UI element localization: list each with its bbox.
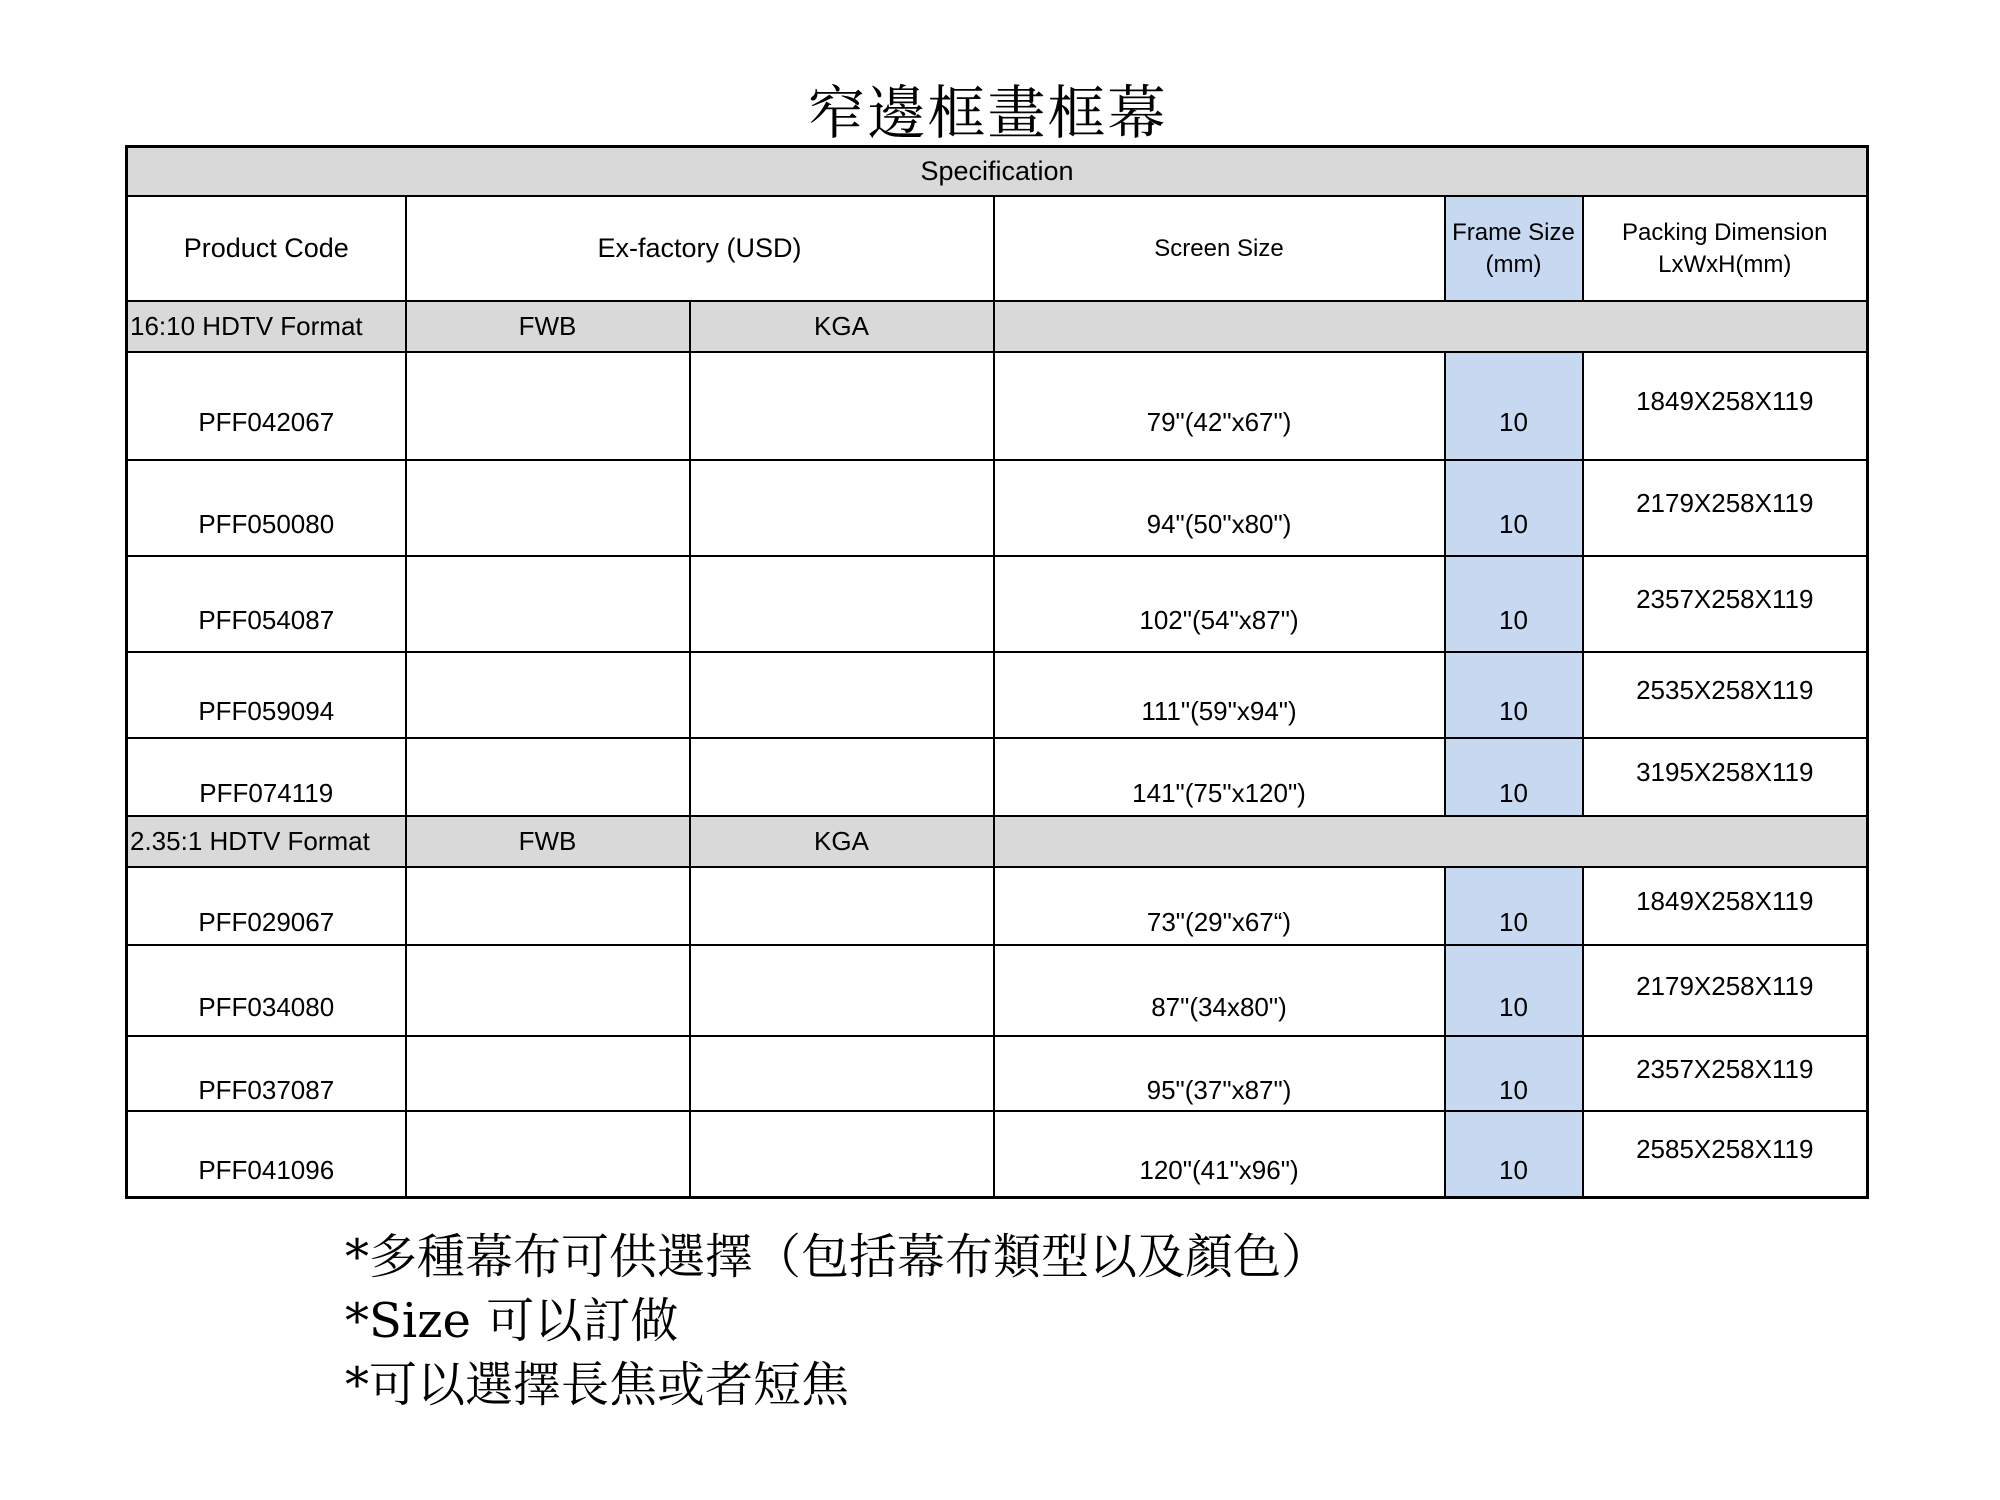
packing-cell: 2357X258X119: [1583, 1036, 1868, 1111]
screen-size-cell: 94"(50"x80"): [994, 460, 1445, 556]
fwb-price-cell: [406, 738, 690, 816]
table-row: [127, 1036, 1868, 1111]
format-label: 16:10 HDTV Format: [127, 301, 406, 352]
frame-size-cell: 10: [1445, 1111, 1583, 1198]
format-col-kga: KGA: [690, 301, 994, 352]
format-col-fwb: FWB: [406, 301, 690, 352]
fwb-price-cell: [406, 652, 690, 738]
product-code-cell: PFF054087: [127, 556, 406, 652]
kga-price-cell: [690, 1111, 994, 1198]
product-code-cell: PFF034080: [127, 945, 406, 1036]
header-frame-size-line2: (mm): [1485, 250, 1542, 278]
kga-price-cell: [690, 556, 994, 652]
screen-size-cell: 120"(41"x96"): [994, 1111, 1445, 1198]
fwb-price-cell: [406, 556, 690, 652]
packing-cell: 2179X258X119: [1583, 460, 1868, 556]
header-ex-factory: Ex-factory (USD): [406, 196, 994, 301]
format-row: [127, 301, 1868, 352]
frame-size-cell: 10: [1445, 738, 1583, 816]
table-row: [127, 867, 1868, 945]
fwb-price-cell: [406, 352, 690, 460]
fwb-price-cell: [406, 867, 690, 945]
table-row: [127, 556, 1868, 652]
format-row: [127, 816, 1868, 867]
table-row: [127, 352, 1868, 460]
product-code-cell: PFF059094: [127, 652, 406, 738]
packing-cell: 3195X258X119: [1583, 738, 1868, 816]
specification-label: Specification: [127, 147, 1868, 197]
packing-cell: 1849X258X119: [1583, 352, 1868, 460]
format-label: 2.35:1 HDTV Format: [127, 816, 406, 867]
spec-table: [125, 145, 1869, 1199]
table-row: [127, 945, 1868, 1036]
product-code-cell: PFF029067: [127, 867, 406, 945]
frame-size-cell: 10: [1445, 1036, 1583, 1111]
page-title: 窄邊框畫框幕: [807, 79, 1168, 147]
table-row: [127, 1111, 1868, 1198]
header-row: [127, 196, 1868, 301]
header-product-code: Product Code: [127, 196, 406, 301]
product-code-cell: PFF074119: [127, 738, 406, 816]
table-row: [127, 460, 1868, 556]
table-row: [127, 652, 1868, 738]
table-row: [127, 738, 1868, 816]
format-col-kga: KGA: [690, 816, 994, 867]
header-screen-size: Screen Size: [994, 196, 1445, 301]
kga-price-cell: [690, 867, 994, 945]
notes: [345, 1225, 1329, 1417]
screen-size-cell: 102"(54"x87"): [994, 556, 1445, 652]
header-packing-line1: Packing Dimension: [1622, 219, 1828, 247]
fwb-price-cell: [406, 1036, 690, 1111]
fwb-price-cell: [406, 1111, 690, 1198]
screen-size-cell: 141"(75"x120"): [994, 738, 1445, 816]
format-col-fwb: FWB: [406, 816, 690, 867]
frame-size-cell: 10: [1445, 652, 1583, 738]
kga-price-cell: [690, 352, 994, 460]
frame-size-cell: 10: [1445, 556, 1583, 652]
packing-cell: 2585X258X119: [1583, 1111, 1868, 1198]
screen-size-cell: 73"(29"x67“): [994, 867, 1445, 945]
fwb-price-cell: [406, 460, 690, 556]
packing-cell: 2357X258X119: [1583, 556, 1868, 652]
header-frame-size-line1: Frame Size: [1452, 219, 1575, 247]
format-band: [994, 816, 1868, 867]
kga-price-cell: [690, 1036, 994, 1111]
screen-size-cell: 111"(59"x94"): [994, 652, 1445, 738]
screen-size-cell: 87"(34x80"): [994, 945, 1445, 1036]
product-code-cell: PFF037087: [127, 1036, 406, 1111]
packing-cell: 2535X258X119: [1583, 652, 1868, 738]
header-packing-line2: LxWxH(mm): [1658, 250, 1792, 278]
note-custom-size: *Size 可以訂做: [345, 1293, 679, 1349]
format-band: [994, 301, 1868, 352]
kga-price-cell: [690, 738, 994, 816]
kga-price-cell: [690, 460, 994, 556]
packing-cell: 1849X258X119: [1583, 867, 1868, 945]
kga-price-cell: [690, 652, 994, 738]
fwb-price-cell: [406, 945, 690, 1036]
product-code-cell: PFF050080: [127, 460, 406, 556]
header-frame-size: [1445, 196, 1583, 301]
product-code-cell: PFF041096: [127, 1111, 406, 1198]
header-packing: [1583, 196, 1868, 301]
kga-price-cell: [690, 945, 994, 1036]
frame-size-cell: 10: [1445, 352, 1583, 460]
frame-size-cell: 10: [1445, 945, 1583, 1036]
note-throw-options: *可以選擇長焦或者短焦: [345, 1357, 850, 1413]
specification-row: [127, 147, 1868, 197]
note-fabric-options: *多種幕布可供選擇（包括幕布類型以及顏色）: [345, 1229, 1330, 1285]
frame-size-cell: 10: [1445, 460, 1583, 556]
packing-cell: 2179X258X119: [1583, 945, 1868, 1036]
product-code-cell: PFF042067: [127, 352, 406, 460]
screen-size-cell: 79"(42"x67"): [994, 352, 1445, 460]
frame-size-cell: 10: [1445, 867, 1583, 945]
screen-size-cell: 95"(37"x87"): [994, 1036, 1445, 1111]
